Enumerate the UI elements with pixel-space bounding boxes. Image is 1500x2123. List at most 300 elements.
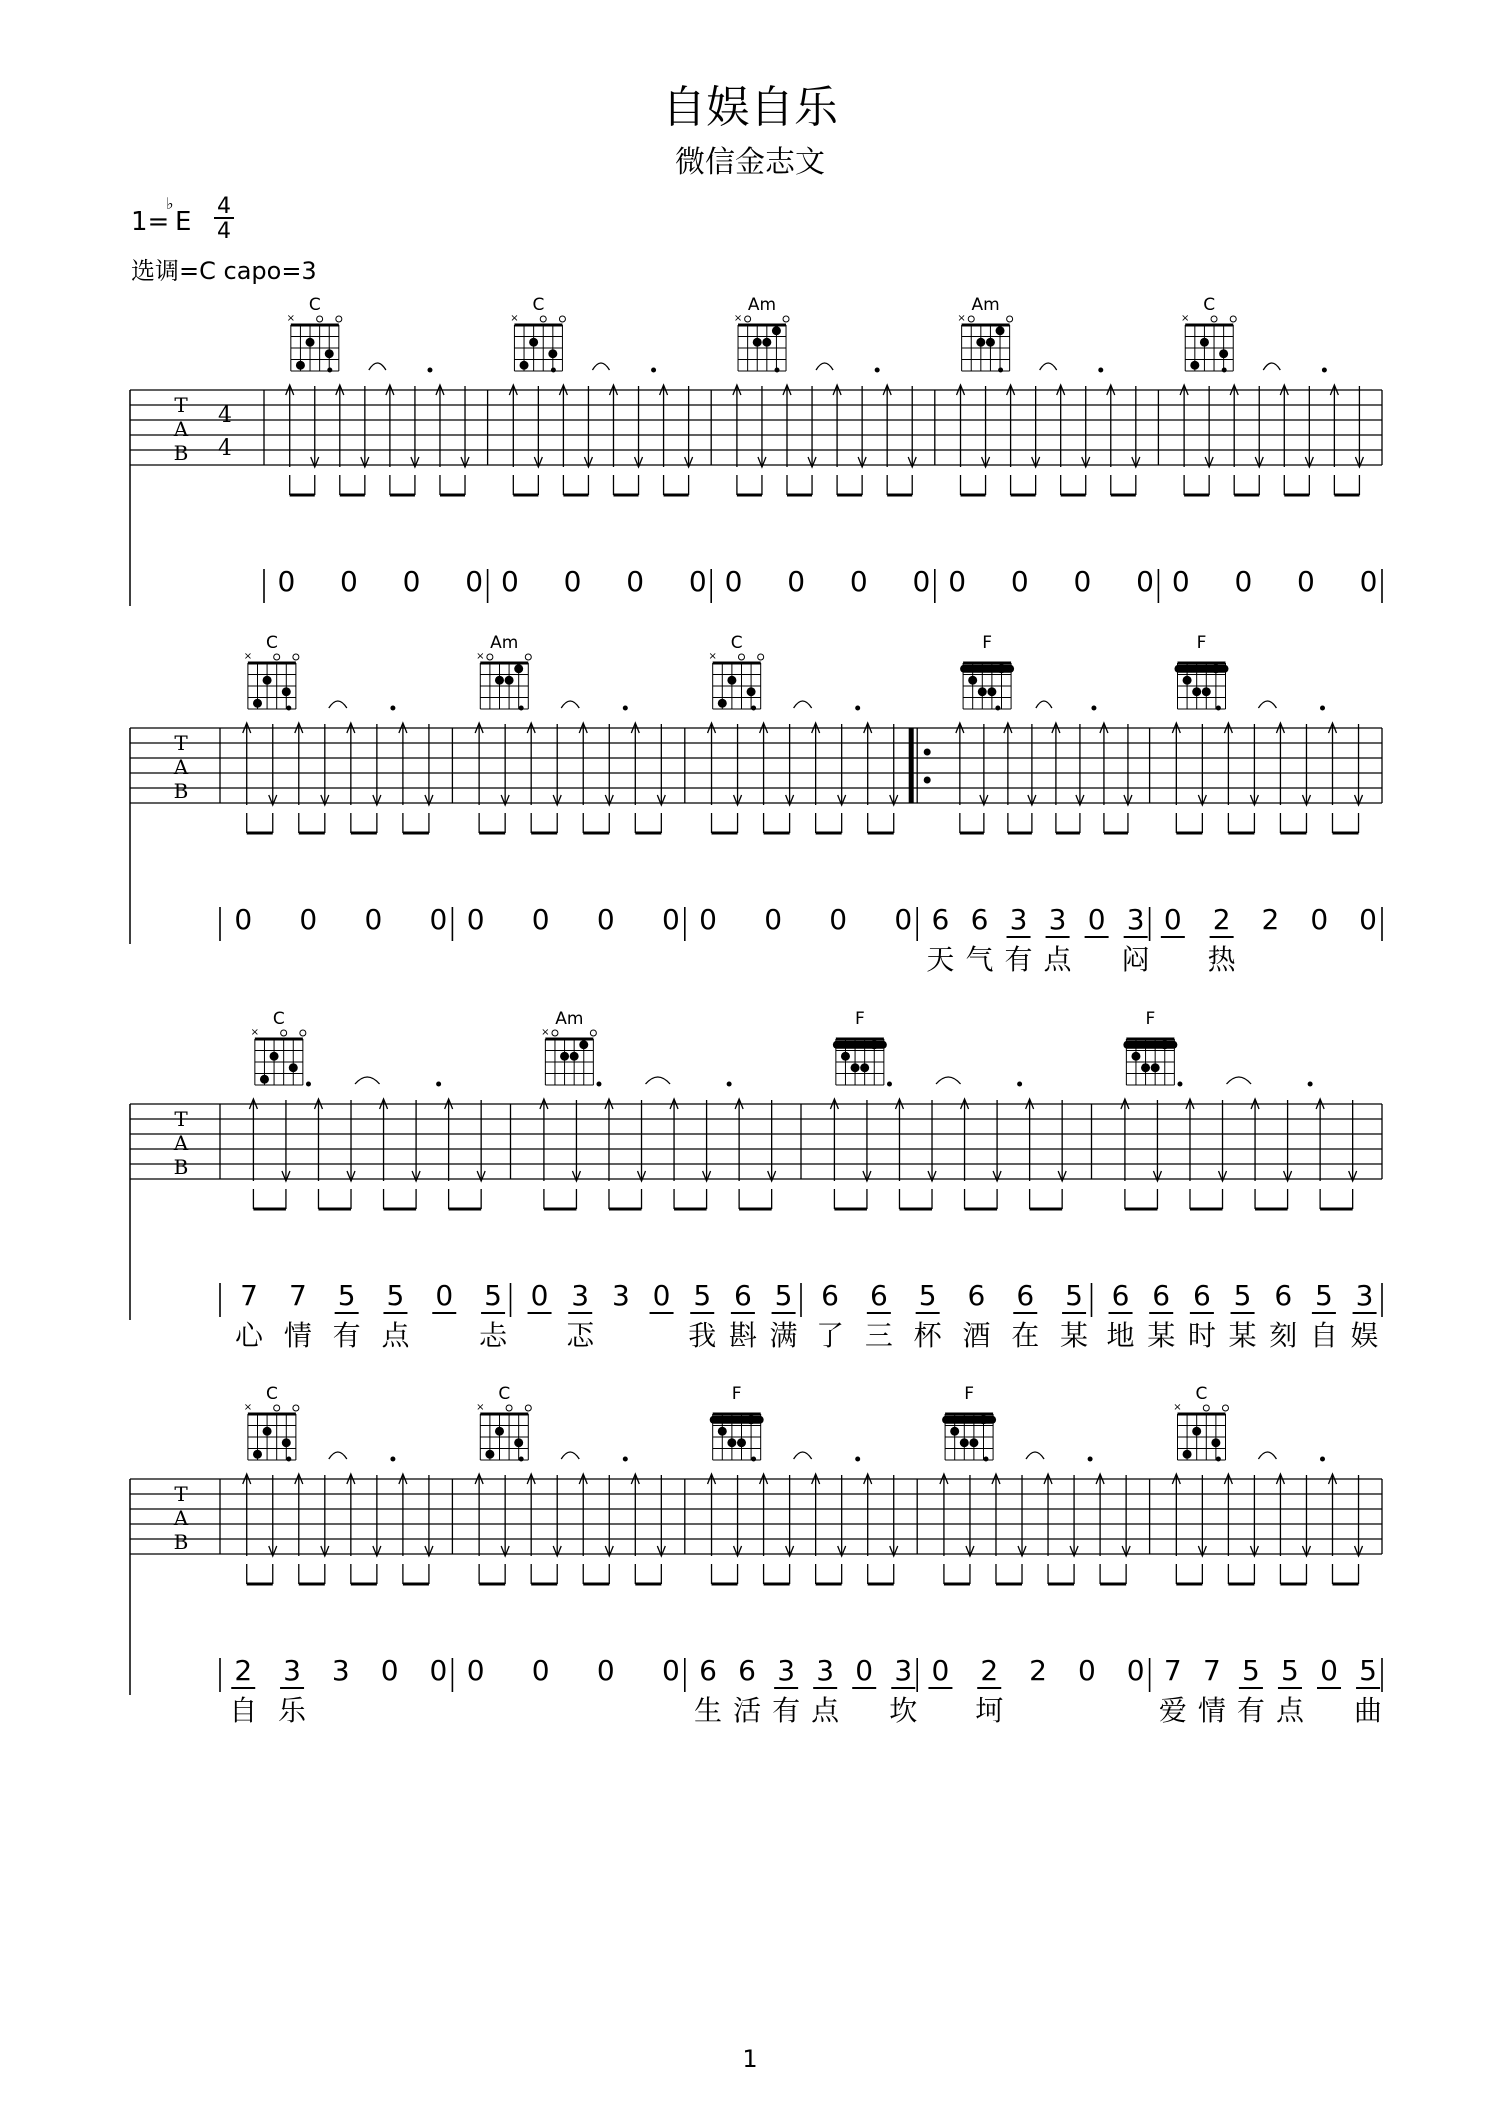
- notation-number: 0: [724, 565, 743, 598]
- lyric-char: 天: [926, 943, 955, 976]
- chord-finger-dot: [753, 338, 762, 347]
- notation-number: 2: [1029, 1654, 1047, 1687]
- lyric-char: 我: [688, 1319, 717, 1352]
- dot-marker: [1091, 706, 1096, 711]
- dot-marker: [390, 1457, 395, 1462]
- notation-number: 6: [821, 1279, 839, 1312]
- chord-finger-dot: [1192, 687, 1201, 696]
- chord-diagram: [1123, 1009, 1177, 1085]
- chord-finger-dot: [485, 1450, 494, 1459]
- chord-open-mark: [552, 1030, 558, 1036]
- chord-open-mark: [738, 654, 744, 660]
- tab-letter: A: [173, 1131, 189, 1155]
- chord-diagram: [1174, 633, 1228, 709]
- dot-marker: [983, 1457, 988, 1462]
- chord-diagram: [960, 633, 1014, 709]
- chord-diagram: [244, 1384, 299, 1460]
- chord-finger-dot: [718, 1427, 727, 1436]
- chord-finger-dot: [772, 326, 781, 335]
- dot-marker: [751, 706, 756, 711]
- chord-open-mark: [506, 1405, 512, 1411]
- dot-marker: [390, 706, 395, 711]
- chord-open-mark: [540, 316, 546, 322]
- notation-number: 7: [1163, 1654, 1182, 1687]
- lyric-char: 某: [1060, 1319, 1089, 1352]
- notation-number: 0: [894, 903, 913, 936]
- lyric-char: 活: [733, 1694, 762, 1727]
- chord-finger-dot: [570, 1052, 579, 1061]
- chord-finger-dot: [1190, 361, 1199, 370]
- tab-system: [130, 1384, 1382, 1727]
- notation-number: 5: [1314, 1279, 1333, 1312]
- notation-number: 5: [918, 1279, 937, 1312]
- tie-arc: [1258, 1452, 1276, 1459]
- notation-number: 0: [380, 1654, 399, 1687]
- lyric-char: 爱: [1158, 1694, 1187, 1727]
- notation-number: 0: [661, 1654, 680, 1687]
- notation-number: 0: [466, 903, 485, 936]
- repeat-dot: [924, 749, 931, 756]
- chord-finger-dot: [1151, 1063, 1160, 1072]
- chord-finger-dot: [1192, 1427, 1201, 1436]
- chord-finger-dot: [270, 1052, 279, 1061]
- notation-number: 5: [774, 1279, 793, 1312]
- notation-number: 0: [1136, 565, 1154, 598]
- tab-letter: T: [174, 1482, 188, 1506]
- dot-marker: [1222, 368, 1227, 373]
- lyric-char: 有: [1004, 943, 1033, 976]
- dot-marker: [623, 1457, 628, 1462]
- chord-open-mark: [525, 654, 531, 660]
- lyric-char: 地: [1106, 1319, 1135, 1352]
- tie-arc: [592, 363, 609, 370]
- chord-finger-dot: [851, 1063, 860, 1072]
- chord-finger-dot: [296, 361, 305, 370]
- chord-mute-mark: ×: [708, 651, 717, 662]
- chord-mute-mark: ×: [243, 1402, 253, 1413]
- notation-number: 2: [980, 1654, 999, 1687]
- lyric-char: 心: [235, 1319, 264, 1352]
- chord-finger-dot: [1183, 1450, 1192, 1459]
- dot-marker: [1320, 706, 1325, 711]
- tie-arc: [329, 701, 347, 708]
- chord-finger-dot: [263, 676, 272, 685]
- chord-diagram: [476, 633, 531, 709]
- tie-arc: [1036, 701, 1052, 708]
- notation-number: 6: [699, 1654, 717, 1687]
- chord-finger-dot: [325, 349, 334, 358]
- time-signature-top: 4: [217, 194, 231, 219]
- chord-diagram: [287, 295, 342, 371]
- key-prefix: 1=: [131, 207, 170, 237]
- chord-open-mark: [293, 654, 299, 660]
- chord-open-mark: [1007, 316, 1013, 322]
- tab-letter: T: [174, 393, 188, 417]
- chord-open-mark: [968, 316, 974, 322]
- chord-finger-dot: [1131, 1052, 1140, 1061]
- chord-name: C: [1195, 1384, 1208, 1404]
- lyric-char: 有: [772, 1694, 801, 1727]
- notation-number: 0: [699, 903, 717, 936]
- chord-finger-dot: [1202, 687, 1211, 696]
- chord-mute-mark: ×: [1181, 313, 1190, 324]
- chord-finger-dot: [960, 1438, 969, 1447]
- chord-open-mark: [783, 316, 789, 322]
- chord-finger-dot: [762, 338, 771, 347]
- notation-number: 0: [530, 1279, 549, 1312]
- lyric-char: 热: [1207, 943, 1236, 976]
- tie-arc: [329, 1452, 347, 1459]
- notation-number: 2: [1261, 903, 1280, 936]
- notation-number: 0: [465, 565, 484, 598]
- chord-finger-dot: [1183, 676, 1192, 685]
- chord-name: C: [532, 295, 545, 315]
- tie-arc: [646, 1077, 671, 1084]
- chord-name: F: [964, 1384, 974, 1404]
- notation-number: 3: [571, 1279, 590, 1312]
- chord-mute-mark: ×: [476, 651, 485, 662]
- chord-finger-dot: [1141, 1063, 1150, 1072]
- tab-letter: T: [174, 1107, 188, 1131]
- dot-marker: [775, 368, 780, 373]
- lyric-char: 气: [965, 943, 994, 976]
- chord-diagram: [244, 633, 299, 709]
- chord-diagram: [510, 295, 565, 371]
- chord-finger-dot: [505, 676, 514, 685]
- notation-number: 0: [1126, 1654, 1145, 1687]
- dot-marker: [998, 368, 1003, 373]
- tie-arc: [561, 1452, 579, 1459]
- chord-finger-dot: [870, 1040, 879, 1049]
- dot-marker: [751, 1457, 756, 1462]
- chord-finger-dot: [997, 664, 1006, 673]
- lyric-char: 曲: [1354, 1694, 1383, 1727]
- notation-number: 0: [563, 565, 582, 598]
- notation-number: 0: [364, 903, 383, 936]
- staff-time-signature: 4: [218, 403, 232, 428]
- notation-number: 6: [733, 1279, 752, 1312]
- notation-number: 0: [912, 565, 931, 598]
- notation-number: 0: [948, 565, 967, 598]
- notation-number: 0: [531, 1654, 550, 1687]
- notation-number: 0: [931, 1654, 950, 1687]
- tab-letter: A: [173, 1506, 189, 1530]
- chord-finger-dot: [718, 699, 727, 708]
- dot-marker: [623, 706, 628, 711]
- lyric-char: 点: [381, 1319, 410, 1352]
- chord-finger-dot: [727, 1438, 736, 1447]
- chord-diagram: [957, 295, 1012, 371]
- chord-diagram: [833, 1009, 887, 1085]
- chord-mute-mark: ×: [286, 313, 296, 324]
- chord-open-mark: [1222, 1405, 1228, 1411]
- notation-number: 6: [738, 1654, 756, 1687]
- dot-marker: [1322, 368, 1327, 373]
- tab-letter: B: [173, 1155, 189, 1179]
- chord-finger-dot: [289, 1063, 298, 1072]
- chord-diagram: [710, 1384, 764, 1460]
- lyric-char: 忐: [479, 1319, 508, 1352]
- song-title: 自娱自乐: [662, 82, 838, 133]
- chord-finger-dot: [548, 349, 557, 358]
- lyric-char: 娱: [1350, 1319, 1379, 1352]
- chord-finger-dot: [520, 361, 529, 370]
- chord-name: C: [265, 1384, 278, 1404]
- chord-diagram: [251, 1009, 306, 1085]
- notation-number: 0: [340, 565, 358, 598]
- chord-open-mark: [758, 654, 764, 660]
- chord-open-mark: [525, 1405, 531, 1411]
- dot-marker: [1308, 1082, 1313, 1087]
- notation-number: 3: [816, 1654, 835, 1687]
- staff-time-signature: 4: [218, 436, 232, 461]
- notation-number: 0: [1359, 903, 1377, 936]
- notation-number: 0: [435, 1279, 454, 1312]
- chord-finger-dot: [747, 687, 756, 696]
- tie-arc: [561, 701, 579, 708]
- dot-marker: [306, 1082, 311, 1087]
- notation-number: 0: [1087, 903, 1106, 936]
- notation-number: 5: [1359, 1654, 1377, 1687]
- notation-number: 5: [337, 1279, 356, 1312]
- chord-name: Am: [490, 633, 519, 653]
- lyric-char: 三: [864, 1319, 893, 1352]
- lyric-char: 自: [1309, 1319, 1338, 1352]
- dot-marker: [875, 368, 880, 373]
- chord-finger-dot: [1211, 1438, 1220, 1447]
- chord-name: Am: [971, 295, 1000, 315]
- dot-marker: [519, 706, 524, 711]
- chord-diagram: [1181, 295, 1236, 371]
- tie-arc: [794, 1452, 812, 1459]
- chord-mute-mark: ×: [476, 1402, 485, 1413]
- tuning-info: 选调=C capo=3: [131, 257, 317, 285]
- lyric-char: 生: [694, 1694, 723, 1727]
- lyric-char: 坷: [975, 1694, 1004, 1727]
- notation-number: 5: [1233, 1279, 1252, 1312]
- dot-marker: [286, 706, 291, 711]
- chord-mute-mark: ×: [243, 651, 253, 662]
- notation-number: 0: [764, 903, 783, 936]
- chord-finger-dot: [841, 1052, 850, 1061]
- chord-open-mark: [745, 316, 751, 322]
- notation-number: 0: [661, 903, 680, 936]
- chord-open-mark: [590, 1030, 596, 1036]
- notation-number: 0: [596, 1654, 615, 1687]
- notation-number: 3: [1355, 1279, 1374, 1312]
- lyric-char: 闷: [1121, 943, 1150, 976]
- notation-number: 3: [1048, 903, 1067, 936]
- chord-finger-dot: [727, 676, 736, 685]
- dot-marker: [727, 1082, 732, 1087]
- tie-arc: [936, 1077, 961, 1084]
- dot-marker: [1216, 706, 1221, 711]
- notation-number: 0: [429, 1654, 448, 1687]
- notation-number: 2: [1212, 903, 1231, 936]
- chord-open-mark: [274, 1405, 280, 1411]
- chord-name: F: [1196, 633, 1207, 653]
- notation-number: 6: [931, 903, 950, 936]
- chord-finger-dot: [514, 1438, 523, 1447]
- notation-number: 0: [1073, 565, 1092, 598]
- key-note: E: [175, 207, 192, 237]
- chord-name: F: [982, 633, 992, 653]
- tab-letter: B: [173, 1530, 189, 1554]
- chord-mute-mark: ×: [510, 313, 519, 324]
- notation-number: 6: [1016, 1279, 1035, 1312]
- notation-number: 0: [531, 903, 550, 936]
- chord-finger-dot: [979, 1415, 988, 1424]
- dot-marker: [1098, 368, 1103, 373]
- notation-number: 3: [611, 1279, 630, 1312]
- dot-marker: [855, 1457, 860, 1462]
- notation-number: 3: [1126, 903, 1145, 936]
- tab-system: [130, 1009, 1382, 1352]
- tie-arc: [355, 1077, 380, 1084]
- lyric-char: 斟: [728, 1319, 757, 1352]
- notation-number: 0: [596, 903, 615, 936]
- notation-number: 0: [787, 565, 806, 598]
- dot-marker: [436, 1082, 441, 1087]
- notation-number: 5: [693, 1279, 712, 1312]
- dot-marker: [651, 368, 656, 373]
- notation-number: 6: [1111, 1279, 1130, 1312]
- lyric-char: 刻: [1269, 1319, 1298, 1352]
- lyric-char: 坎: [889, 1694, 918, 1727]
- lyric-char: 乐: [278, 1694, 307, 1727]
- notation-number: 5: [1065, 1279, 1083, 1312]
- chord-name: C: [730, 633, 743, 653]
- chord-name: C: [272, 1009, 285, 1029]
- chord-finger-dot: [969, 1438, 978, 1447]
- notation-number: 0: [855, 1654, 874, 1687]
- notation-number: 0: [299, 903, 318, 936]
- chord-finger-dot: [263, 1427, 272, 1436]
- notation-number: 0: [1234, 565, 1253, 598]
- notation-number: 0: [626, 565, 645, 598]
- tab-letter: A: [173, 755, 189, 779]
- chord-diagram: [476, 1384, 531, 1460]
- chord-diagram: [541, 1009, 596, 1085]
- dot-marker: [519, 1457, 524, 1462]
- chord-name: Am: [747, 295, 777, 315]
- chord-barre: [1174, 665, 1228, 673]
- chord-open-mark: [1230, 316, 1236, 322]
- dot-marker: [887, 1082, 892, 1087]
- chord-open-mark: [559, 316, 565, 322]
- notation-number: 3: [777, 1654, 796, 1687]
- tab-system: [130, 633, 1382, 976]
- chord-name: C: [498, 1384, 511, 1404]
- chord-finger-dot: [306, 338, 315, 347]
- notation-number: 6: [1152, 1279, 1171, 1312]
- lyric-char: 点: [1275, 1694, 1304, 1727]
- notation-number: 0: [688, 565, 707, 598]
- notation-number: 5: [1281, 1654, 1299, 1687]
- dot-marker: [995, 706, 1000, 711]
- lyric-char: 情: [1197, 1694, 1226, 1727]
- chord-mute-mark: ×: [250, 1027, 260, 1038]
- tie-arc: [1227, 1077, 1252, 1084]
- notation-number: 2: [234, 1654, 253, 1687]
- chord-finger-dot: [260, 1075, 269, 1084]
- chord-finger-dot: [860, 1063, 869, 1072]
- repeat-dot: [924, 777, 931, 784]
- tie-arc: [1040, 363, 1057, 370]
- dot-marker: [427, 368, 432, 373]
- tab-letter: T: [174, 731, 188, 755]
- tab-system: [130, 295, 1382, 606]
- notation-number: 0: [1320, 1654, 1338, 1687]
- chord-finger-dot: [950, 1427, 959, 1436]
- notation-number: 3: [1009, 903, 1028, 936]
- chord-finger-dot: [747, 1415, 756, 1424]
- chord-finger-dot: [986, 338, 995, 347]
- lyric-char: 某: [1228, 1319, 1257, 1352]
- dot-marker: [1088, 1457, 1093, 1462]
- key-signature: [131, 194, 234, 244]
- chord-finger-dot: [514, 664, 523, 673]
- tie-arc: [816, 363, 833, 370]
- notation-number: 0: [1171, 565, 1190, 598]
- lyric-char: 有: [1236, 1694, 1265, 1727]
- tab-letter: B: [173, 779, 189, 803]
- notation-number: 0: [429, 903, 448, 936]
- chord-mute-mark: ×: [541, 1027, 550, 1038]
- chord-finger-dot: [529, 338, 538, 347]
- chord-finger-dot: [282, 1438, 291, 1447]
- chord-open-mark: [487, 654, 493, 660]
- lyric-char: 有: [332, 1319, 361, 1352]
- notation-number: 0: [466, 1654, 485, 1687]
- notation-number: 0: [402, 565, 421, 598]
- chord-mute-mark: ×: [733, 313, 743, 324]
- tie-arc: [369, 363, 386, 370]
- chord-finger-dot: [978, 687, 987, 696]
- lyric-char: 点: [811, 1694, 840, 1727]
- key-flat: ♭: [166, 194, 174, 213]
- notation-number: 3: [894, 1654, 913, 1687]
- tie-arc: [1026, 1452, 1044, 1459]
- chord-open-mark: [281, 1030, 287, 1036]
- lyric-char: 时: [1187, 1319, 1216, 1352]
- tie-arc: [1263, 363, 1280, 370]
- chord-mute-mark: ×: [957, 313, 966, 324]
- notation-number: 0: [829, 903, 848, 936]
- tab-letter: A: [173, 417, 189, 441]
- notation-number: 0: [1310, 903, 1329, 936]
- chord-finger-dot: [579, 1040, 588, 1049]
- notation-number: 6: [1274, 1279, 1293, 1312]
- chord-open-mark: [293, 1405, 299, 1411]
- dot-marker: [596, 1082, 601, 1087]
- notation-number: 0: [1010, 565, 1029, 598]
- dot-marker: [1216, 1457, 1221, 1462]
- notation-number: 0: [1359, 565, 1378, 598]
- chord-finger-dot: [1200, 338, 1209, 347]
- notation-number: 3: [283, 1654, 301, 1687]
- notation-number: 6: [970, 903, 989, 936]
- chord-mute-mark: ×: [1173, 1402, 1182, 1413]
- tab-letter: B: [173, 441, 189, 465]
- dot-marker: [1320, 1457, 1325, 1462]
- notation-number: 0: [1163, 903, 1182, 936]
- notation-number: 0: [277, 565, 296, 598]
- chord-finger-dot: [1160, 1040, 1169, 1049]
- lyric-char: 满: [769, 1319, 798, 1352]
- notation-number: 5: [484, 1279, 502, 1312]
- lyric-char: 情: [283, 1319, 312, 1352]
